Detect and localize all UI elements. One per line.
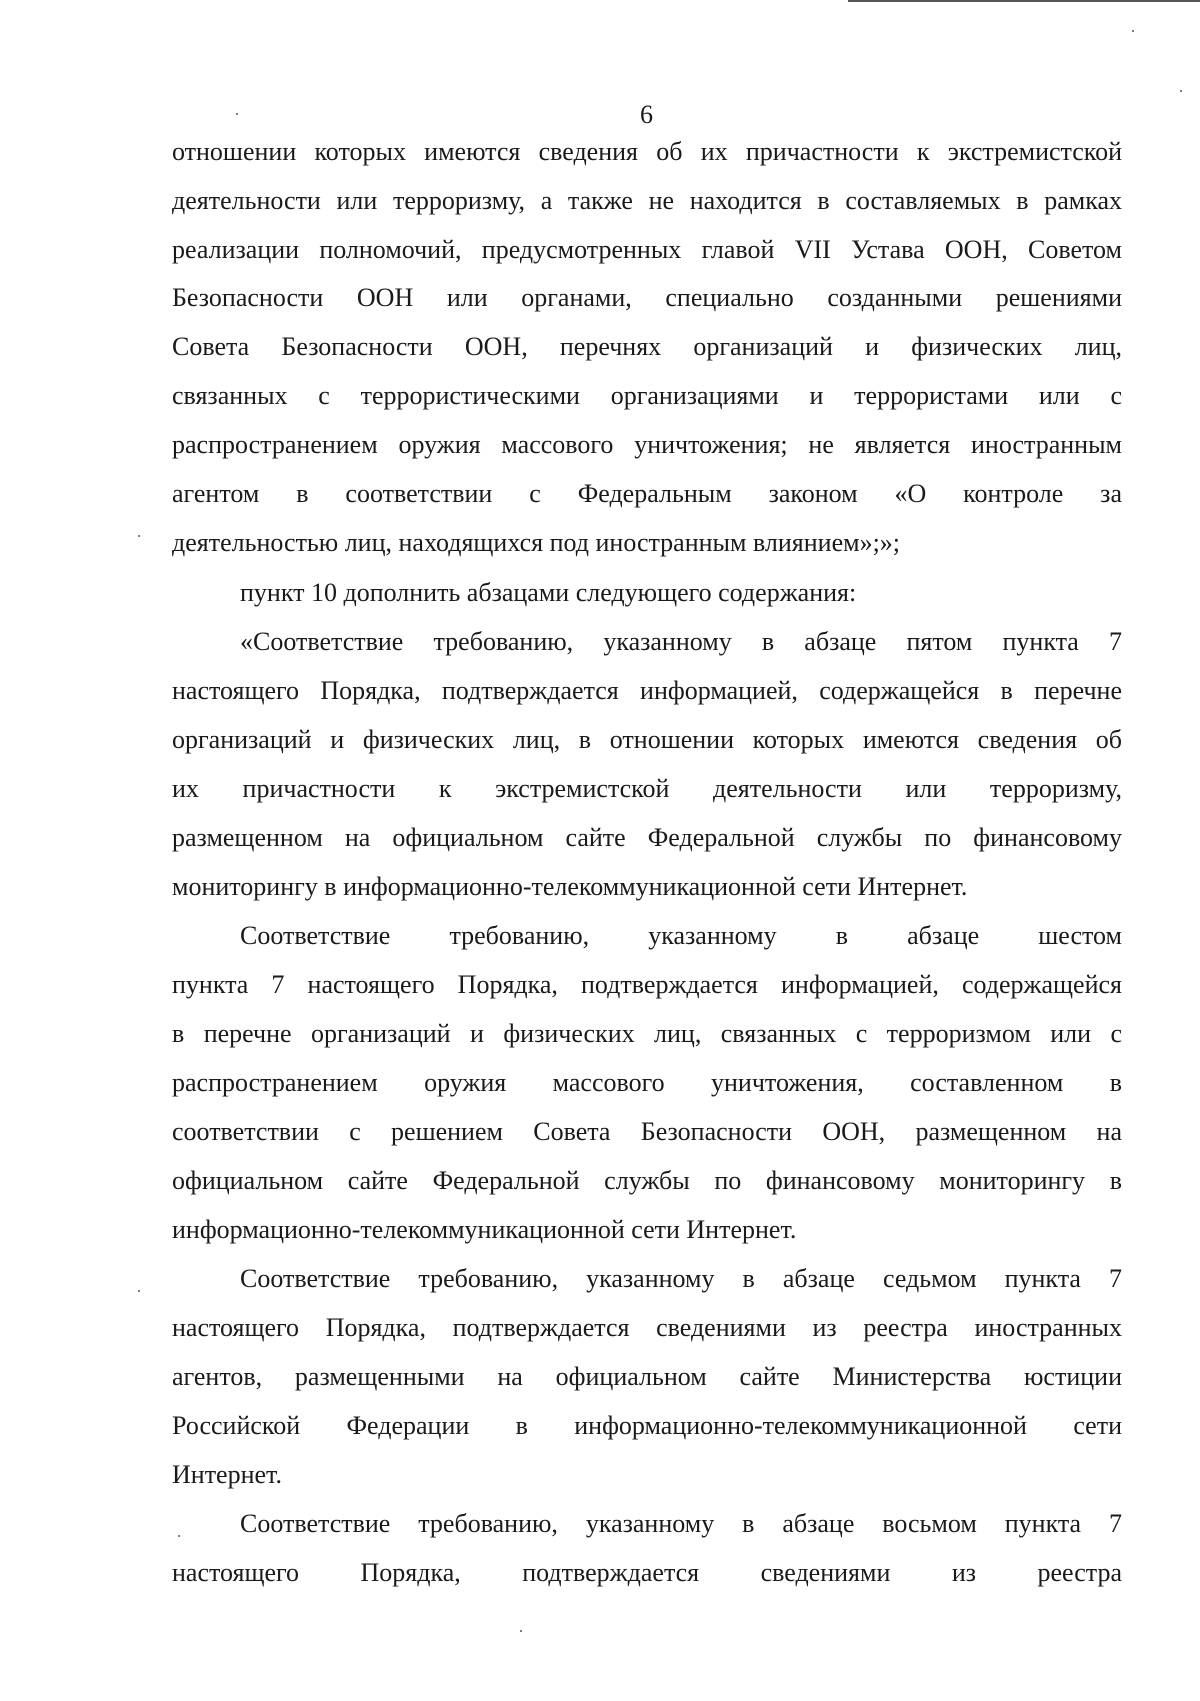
text-line: пункта 7 настоящего Порядка, подтверждается информацией, содержащейся xyxy=(172,970,1122,999)
scan-speck xyxy=(520,1630,522,1632)
text-line: Соответствие требованию, указанному в абзаце седьмом пункта 7 xyxy=(240,1264,1122,1293)
text-line: связанных с террористическими организациями и террористами или с xyxy=(172,381,1122,410)
text-line: отношении которых имеются сведения об их причастности к экстремистской xyxy=(172,137,1122,166)
text-line: соответствии с решением Совета Безопасности ООН, размещенном на xyxy=(172,1117,1122,1146)
text-line: размещенном на официальном сайте Федеральной службы по финансовому xyxy=(172,823,1122,852)
text-line: распространением оружия массового уничтожения, составленном в xyxy=(172,1068,1122,1097)
text-line: Интернет. xyxy=(172,1460,282,1489)
text-line: агентом в соответствии с Федеральным законом «О контроле за xyxy=(172,479,1122,508)
scan-edge-rule xyxy=(848,0,1200,2)
text-line: настоящего Порядка, подтверждается информацией, содержащейся в перечне xyxy=(172,676,1122,705)
scan-speck xyxy=(178,1535,180,1537)
text-line: деятельностью лиц, находящихся под иностранным влиянием»;»; xyxy=(172,528,901,557)
scan-speck xyxy=(138,535,140,537)
text-line: организаций и физических лиц, в отношении которых имеются сведения об xyxy=(172,725,1122,754)
page-number: 6 xyxy=(640,100,653,129)
scan-speck xyxy=(1180,90,1182,92)
text-line: Российской Федерации в информационно-телекоммуникационной сети xyxy=(172,1411,1122,1440)
text-line: их причастности к экстремистской деятельности или терроризму, xyxy=(172,774,1122,803)
text-line: «Соответствие требованию, указанному в абзаце пятом пункта 7 xyxy=(240,627,1122,656)
text-line: официальном сайте Федеральной службы по финансовому мониторингу в xyxy=(172,1166,1122,1195)
text-line: мониторингу в информационно-телекоммуникационной сети Интернет. xyxy=(172,872,968,901)
text-line: реализации полномочий, предусмотренных главой VII Устава ООН, Советом xyxy=(172,235,1122,264)
text-line: агентов, размещенными на официальном сайте Министерства юстиции xyxy=(172,1362,1122,1391)
text-line: Совета Безопасности ООН, перечнях организаций и физических лиц, xyxy=(172,332,1122,361)
scan-speck xyxy=(236,113,238,115)
scan-speck xyxy=(1132,30,1134,32)
scan-speck xyxy=(138,1290,140,1292)
text-line: Безопасности ООН или органами, специально созданными решениями xyxy=(172,283,1122,312)
text-line: информационно-телекоммуникационной сети Интернет. xyxy=(172,1215,797,1244)
text-line: Соответствие требованию, указанному в абзаце шестом xyxy=(240,921,1122,950)
text-line: Соответствие требованию, указанному в абзаце восьмом пункта 7 xyxy=(240,1509,1122,1538)
text-line: в перечне организаций и физических лиц, связанных с терроризмом или с xyxy=(172,1019,1122,1048)
text-line: распространением оружия массового уничтожения; не является иностранным xyxy=(172,430,1122,459)
text-line: пункт 10 дополнить абзацами следующего содержания: xyxy=(240,578,857,607)
text-line: деятельности или терроризму, а также не находится в составляемых в рамках xyxy=(172,186,1122,215)
text-line: настоящего Порядка, подтверждается сведениями из реестра иностранных xyxy=(172,1313,1122,1342)
text-line: настоящего Порядка, подтверждается сведениями из реестра xyxy=(172,1558,1122,1587)
